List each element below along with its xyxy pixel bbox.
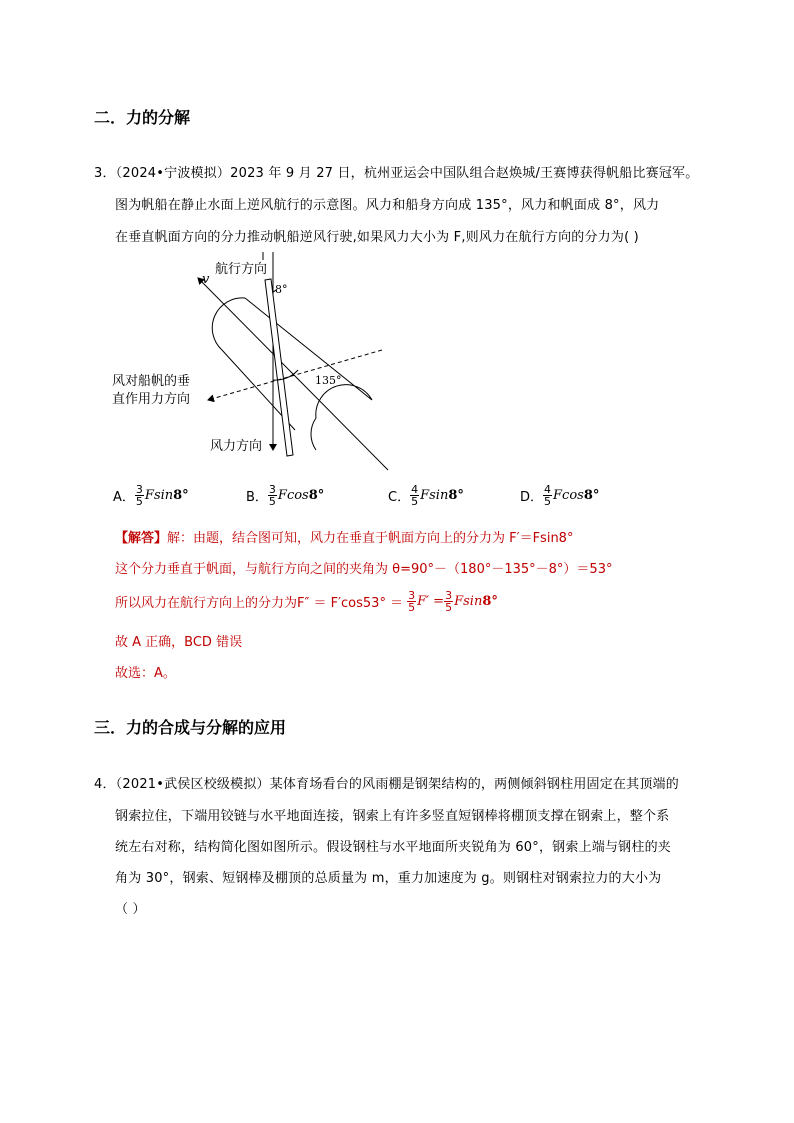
answer-line-1 [115,527,573,546]
question-4-line-1: 4．（2021•武侯区校级模拟）某体育场看台的风雨棚是钢架结构的，两侧倾斜钢柱用固定在其顶端的 [94,777,679,792]
wind-direction-label: 风力方向 [210,439,263,454]
answer-expr: F′ = [417,594,445,609]
fraction: $\frac{3}{5}$ [268,483,276,508]
option-arg: 8° [583,488,600,503]
fraction: $\frac{4}{5}$ [411,483,419,508]
option-expr: F [553,488,563,503]
hull-end-arc [311,418,316,450]
fraction: $\frac{3}{5}$ [135,483,143,508]
option-fn: sin [429,488,449,503]
fraction: $\frac{4}{5}$ [544,483,552,508]
answer-line-4: 故 A 正确，BCD 错误 [115,635,243,650]
fraction: $\frac{3}{5}$ [445,589,453,614]
option-arg: 8° [448,488,464,503]
question-3-line-3: 在垂直帆面方向的分力推动帆船逆风行驶,如果风力大小为 F,则风力在航行方向的分力为( ) [115,230,639,245]
option-arg: 8° [308,488,325,503]
angle-135-label: 135° [315,374,342,387]
option-fn: cos [562,488,584,503]
option-expr: F [420,488,430,503]
option-letter: D． [520,490,544,505]
question-4-line-4: 角为 30°，钢索、短钢棒及棚顶的总质量为 m，重力加速度为 g。则钢柱对钢索拉力的大小为 [115,871,662,886]
sail-direction-label: 航行方向 [215,262,268,277]
answer-line-3 [115,590,498,613]
answer-expr: F [454,594,464,609]
section-heading: 三．力的合成与分解的应用 [94,718,287,737]
sailboat-figure [110,250,400,475]
answer-tag: 【解答】 [115,531,168,546]
sail [265,279,293,456]
option-expr: F [144,488,154,503]
perpendicular-label-line-1: 风对船帆的垂 [112,374,191,389]
fraction: $\frac{3}{5}$ [408,589,416,614]
perpendicular-force-arrow [208,350,382,400]
velocity-label: v [202,272,210,287]
perpendicular-label-line-2: 直作用力方向 [112,392,191,407]
answer-text-3: 所以风力在航行方向上的分力为F″ ＝ F′cos53° ＝ [115,596,404,611]
option-fn: sin [153,488,174,503]
question-4-line-2: 钢索拉住，下端用铰链与水平地面连接，钢索上有许多竖直短钢棒将棚顶支撑在钢索上，整个系 [115,809,670,824]
question-4-line-5: （ ） [115,902,146,917]
answer-text-1: 解：由题，结合图可知，风力在垂直于帆面方向上的分力为 F′＝Fsin8° [167,531,574,546]
option-arg: 8° [173,488,189,503]
question-3-line-1: 3．（2024•宁波模拟）2023 年 9 月 27 日，杭州亚运会中国队组合赵焕城/王赛博获得帆船比赛冠军。 [94,166,699,181]
answer-line-2: 这个分力垂直于帆面，与航行方向之间的夹角为 θ=90°－（180°－135°－8°）＝53° [115,562,613,577]
option-d[interactable] [520,484,599,507]
option-expr: F [277,488,287,503]
section-heading: 二．力的分解 [94,108,191,127]
option-letter: C． [388,490,411,505]
angle-8-label: 8° [275,283,288,296]
option-fn: cos [286,488,309,503]
option-a[interactable] [113,484,189,507]
question-4-line-3: 统左右对称，结构简化图如图所示。假设钢柱与水平地面所夹锐角为 60°，钢索上端与钢柱的夹 [115,840,671,855]
answer-line-5: 故选：A。 [115,666,176,681]
option-c[interactable] [388,484,464,507]
option-letter: B． [246,490,268,505]
option-letter: A． [113,490,135,505]
question-3-line-2: 图为帆船在静止水面上逆风航行的示意图。风力和船身方向成 135°，风力和帆面成 8°，风力 [115,198,660,213]
answer-arg: 8° [482,594,498,609]
answer-fn: sin [463,594,483,609]
option-b[interactable] [246,484,324,507]
